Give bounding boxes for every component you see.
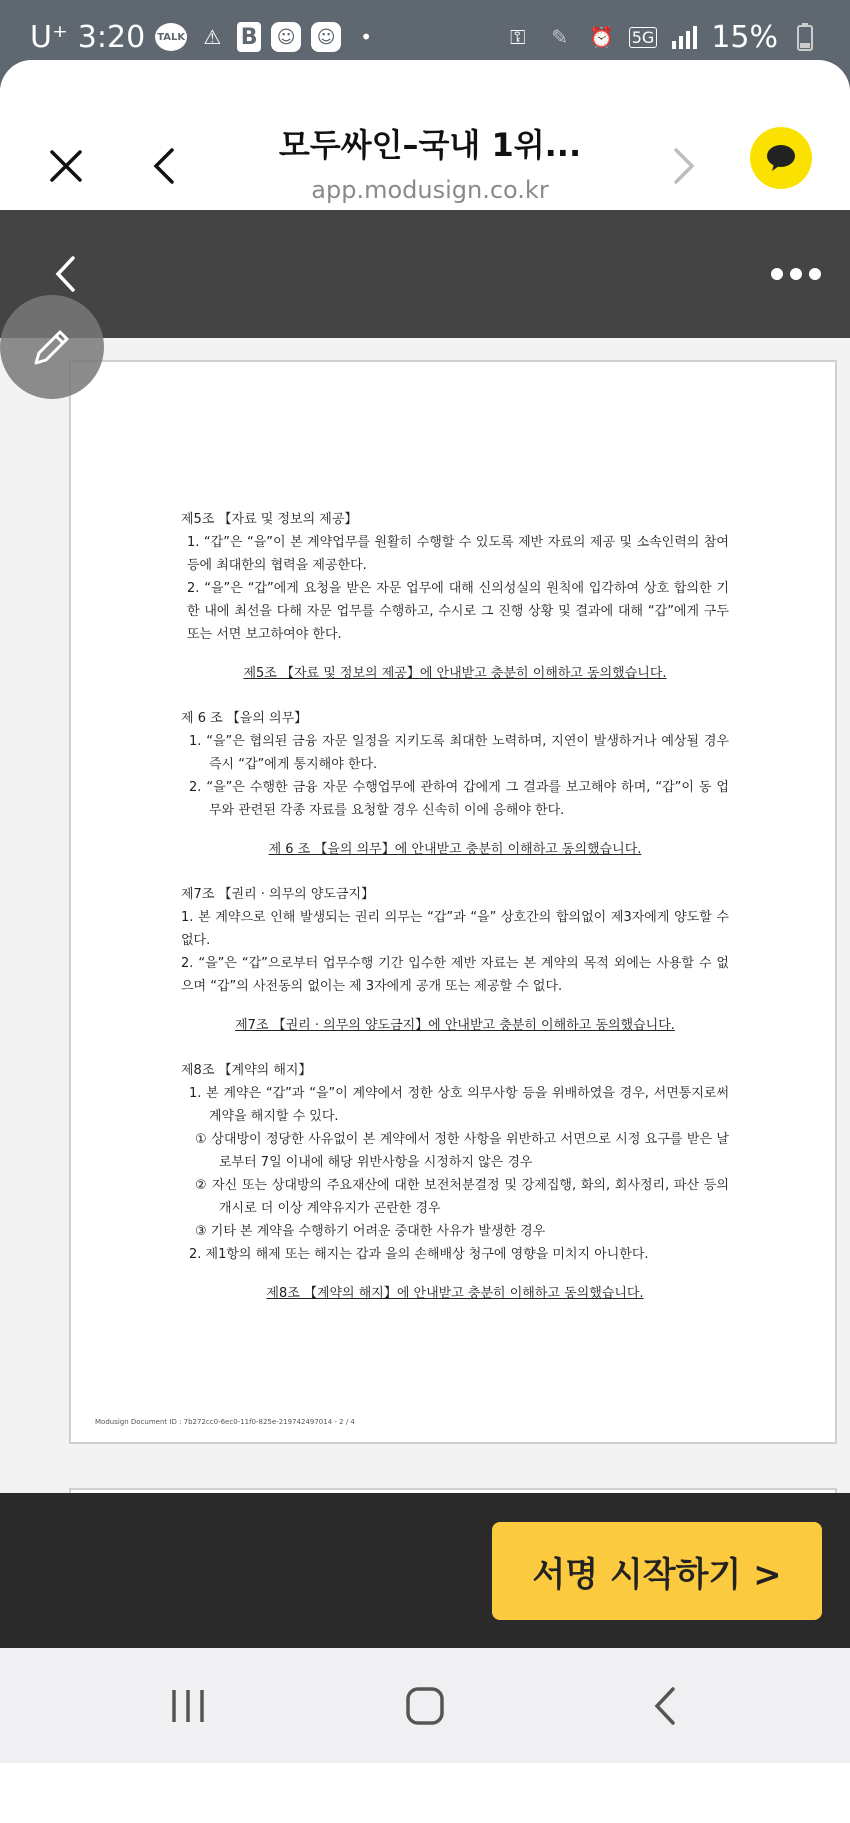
kakao-chat-button[interactable] <box>750 127 812 189</box>
chevron-right-icon <box>672 146 698 186</box>
start-signing-button[interactable]: 서명 시작하기 > <box>492 1522 822 1620</box>
section-title: 제 6 조 【을의 의무】 <box>181 711 308 726</box>
more-options-button[interactable] <box>766 246 826 302</box>
kakaotalk-notification-icon: TALK <box>155 23 187 51</box>
consent-statement[interactable]: 제5조 【자료 및 정보의 제공】에 안내받고 충분히 이해하고 동의했습니다. <box>243 666 667 681</box>
consent-statement[interactable]: 제 6 조 【을의 의무】에 안내받고 충분히 이해하고 동의했습니다. <box>268 842 642 857</box>
network-type: 5G <box>629 27 658 48</box>
close-button[interactable] <box>38 138 94 194</box>
section-5 <box>181 508 729 685</box>
pencil-icon <box>28 323 76 371</box>
document-id: Modusign Document ID : 7b272cc0-6ec0-11f0-825e-219742497014 - 2 / 4 <box>95 1418 355 1426</box>
pen-status-icon: ✎ <box>551 25 569 49</box>
section-7 <box>181 883 729 1037</box>
chat-bubble-icon <box>766 144 796 172</box>
section-paragraph: 2. “을”은 “갑”으로부터 업무수행 기간 입수한 제반 자료는 본 계약의 목적 외에는 사용할 수 없으며 “갑”의 사전동의 없이는 제 3자에게 공개 또는 제공할 수 없다. <box>181 956 729 994</box>
page-title: 모두싸인–국내 1위... <box>278 126 582 164</box>
section-title: 제5조 【자료 및 정보의 제공】 <box>181 512 358 527</box>
more-dots-icon <box>770 267 822 281</box>
chevron-left-icon <box>150 146 176 186</box>
section-6 <box>181 707 729 861</box>
home-button[interactable] <box>370 1648 480 1763</box>
section-subitem: ③ 기타 본 계약을 수행하기 어려운 중대한 사유가 발생한 경우 <box>195 1224 546 1239</box>
document-toolbar <box>0 210 850 338</box>
section-title: 제7조 【권리 · 의무의 양도금지】 <box>181 887 375 902</box>
section-subitem: ① 상대방이 정당한 사유없이 본 계약에서 정한 사항을 위반하고 서면으로 시정 요구를 받은 날로부터 7일 이내에 해당 위반사항을 시정하지 않은 경우 <box>195 1132 729 1170</box>
section-paragraph: 2. “을”은 “갑”에게 요청을 받은 자문 업무에 대해 신의성실의 원칙에 입각하여 상호 합의한 기한 내에 최선을 다해 자문 업무를 수행하고, 수시로 그 진행 상황 및 결과에 대해 “갑”에게 구두 또는 서면 보고하여야 한다. <box>187 581 729 642</box>
document-page <box>69 360 837 1444</box>
recent-apps-icon <box>168 1686 208 1726</box>
document-content <box>181 508 729 1327</box>
forward-button[interactable] <box>660 138 710 194</box>
section-paragraph: 2. “을”은 수행한 금융 자문 수행업무에 관하여 갑에게 그 결과를 보고해야 하며, “갑”이 동 업무와 관련된 각종 자료를 요청할 경우 신속히 이에 응해야 한다. <box>189 780 729 818</box>
app-face-notification-icon: ☺ <box>271 22 301 52</box>
home-icon <box>405 1686 445 1726</box>
document-viewer[interactable] <box>0 338 850 1553</box>
consent-statement[interactable]: 제8조 【계약의 해지】에 안내받고 충분히 이해하고 동의했습니다. <box>266 1286 644 1301</box>
browser-header <box>0 60 850 210</box>
alarm-icon: ⏰ <box>589 25 615 49</box>
section-paragraph: 2. 제1항의 해제 또는 해지는 갑과 을의 손해배상 청구에 영향을 미치지 아니한다. <box>189 1247 649 1262</box>
close-icon <box>48 148 84 184</box>
more-notifications-dot-icon: • <box>360 25 373 49</box>
toolbar-back-button[interactable] <box>40 246 90 302</box>
edit-pen-button[interactable] <box>0 295 104 399</box>
chevron-left-icon <box>53 255 77 293</box>
warning-icon: ⚠ <box>203 25 222 49</box>
section-subitem: ② 자신 또는 상대방의 주요재산에 대한 보전처분결정 및 강제집행, 화의, 회사정리, 파산 등의 개시로 더 이상 계약유지가 곤란한 경우 <box>195 1178 729 1216</box>
signal-icon <box>669 22 699 52</box>
b-app-notification-icon: B <box>237 22 261 52</box>
title-block <box>240 120 620 204</box>
carrier-label: U⁺ <box>30 19 68 55</box>
system-nav-bar <box>0 1648 850 1763</box>
recent-apps-button[interactable] <box>133 1648 243 1763</box>
battery-percent: 15% <box>711 19 778 55</box>
system-back-button[interactable] <box>610 1648 720 1763</box>
section-paragraph: 1. 본 계약은 “갑”과 “을”이 계약에서 정한 상호 의무사항 등을 위배하였을 경우, 서면통지로써 계약을 해지할 수 있다. <box>189 1086 729 1124</box>
section-paragraph: 1. “갑”은 “을”이 본 계약업무를 원활히 수행할 수 있도록 제반 자료의 제공 및 소속인력의 참여 등에 최대한의 협력을 제공한다. <box>187 535 729 573</box>
consent-statement[interactable]: 제7조 【권리 · 의무의 양도금지】에 안내받고 충분히 이해하고 동의했습니다. <box>235 1018 675 1033</box>
battery-icon <box>790 22 820 52</box>
section-8 <box>181 1059 729 1305</box>
back-button[interactable] <box>138 138 188 194</box>
vpn-key-icon: ⚿ <box>510 25 526 49</box>
back-arrow-icon <box>652 1686 678 1726</box>
section-title: 제8조 【계약의 해지】 <box>181 1063 312 1078</box>
status-time: 3:20 <box>77 19 146 55</box>
app-face-notification-icon-2: ☺ <box>311 22 341 52</box>
page-url: app.modusign.co.kr <box>311 176 549 204</box>
section-paragraph: 1. “을”은 협의된 금융 자문 일정을 지키도록 최대한 노력하며, 지연이 발생하거나 예상될 경우 즉시 “갑”에게 통지해야 한다. <box>189 734 729 772</box>
section-paragraph: 1. 본 계약으로 인해 발생되는 권리 의무는 “갑”과 “을” 상호간의 합의없이 제3자에게 양도할 수 없다. <box>181 910 729 948</box>
